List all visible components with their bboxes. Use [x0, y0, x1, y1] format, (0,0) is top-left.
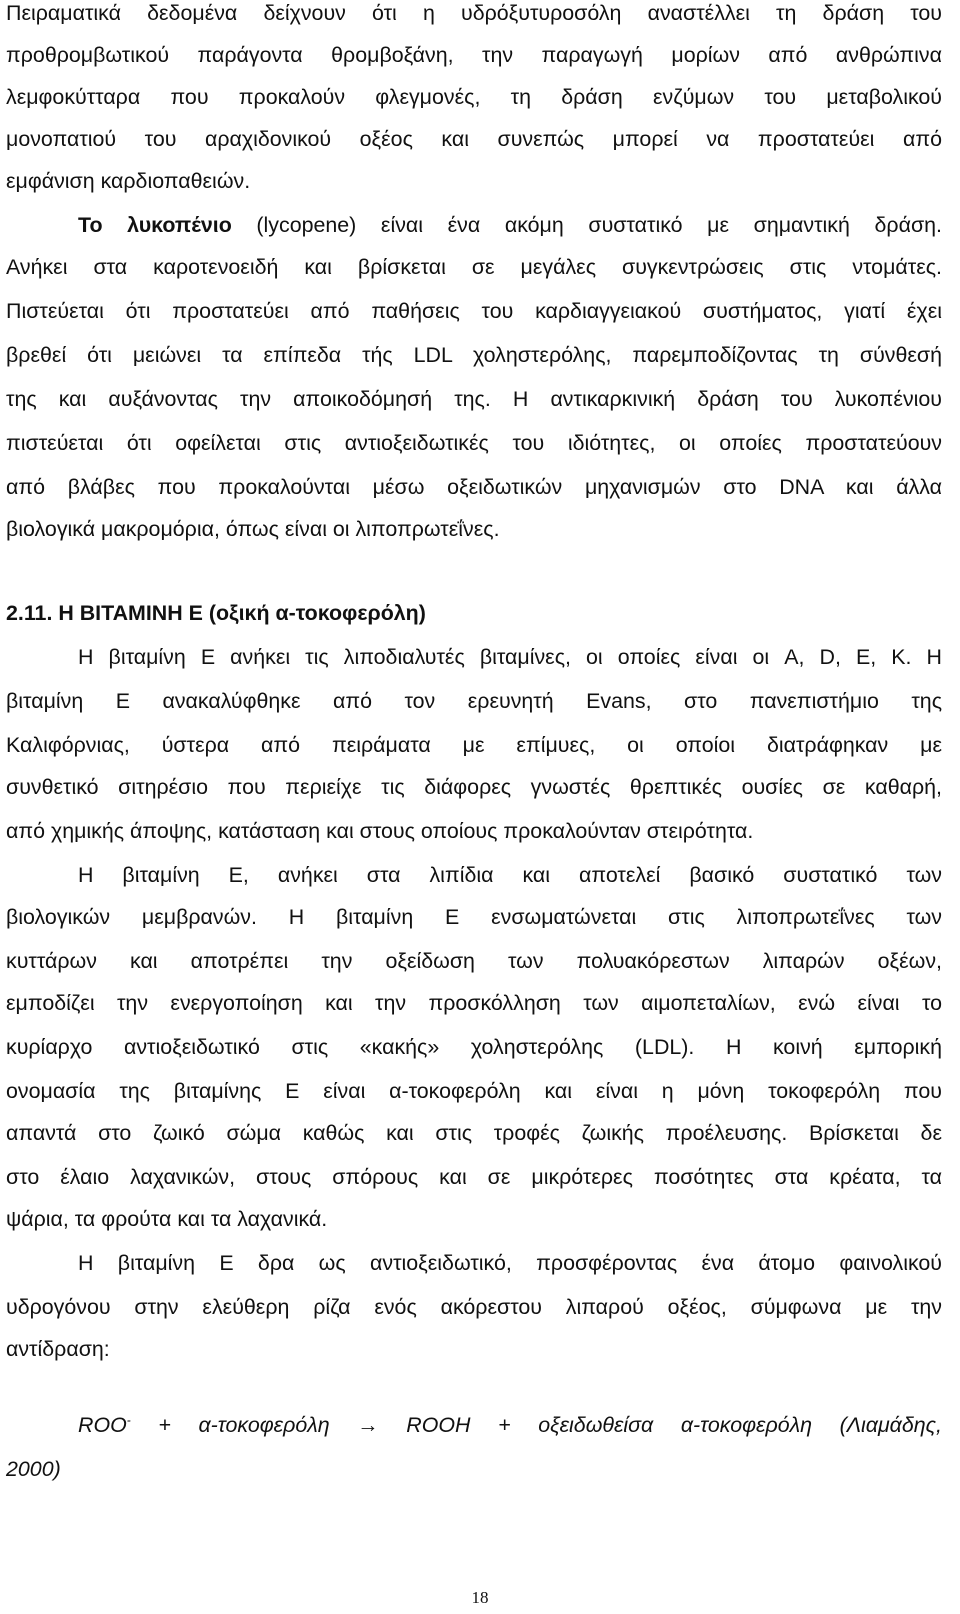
- section-heading: 2.11. Η ΒΙΤΑΜΙΝΗ Ε (οξική α-τοκοφερόλη): [6, 601, 426, 625]
- body-line: Ανήκει στα καροτενοειδή και βρίσκεται σε μεγάλες συγκεντρώσεις στις ντομάτες.: [6, 255, 942, 279]
- body-line: βιταμίνη Ε ανακαλύφθηκε από τον ερευνητή Evans, στο πανεπιστήμιο της: [6, 689, 942, 713]
- paragraph-first-line: [78, 212, 942, 238]
- term-lycopene: Το λυκοπένιο: [78, 213, 232, 237]
- reaction-equation: [78, 1412, 942, 1438]
- body-line: στο έλαιο λαχανικών, στους σπόρους και σε μικρότερες ποσότητες στα κρέατα, τα: [6, 1165, 942, 1189]
- body-line: αντίδραση:: [6, 1337, 110, 1361]
- body-line: κυττάρων και αποτρέπει την οξείδωση των πολυακόρεστων λιπαρών οξέων,: [6, 949, 942, 973]
- body-line: πιστεύεται ότι οφείλεται στις αντιοξειδωτικές του ιδιότητες, οι οποίες προστατεύουν: [6, 431, 942, 455]
- body-line: λεμφοκύτταρα που προκαλούν φλεγμονές, τη δράση ενζύμων του μεταβολικού: [6, 85, 942, 109]
- body-line: της και αυξάνοντας την αποικοδόμησή της. Η αντικαρκινική δράση του λυκοπένιου: [6, 387, 942, 411]
- charge-superscript: -: [126, 1412, 131, 1427]
- body-line: βρεθεί ότι μειώνει τα επίπεδα τής LDL χοληστερόλης, παρεμποδίζοντας τη σύνθεσή: [6, 343, 942, 367]
- body-line: Καλιφόρνιας, ύστερα από πειράματα με επίμυες, οι οποίοι διατράφηκαν με: [6, 733, 942, 757]
- body-line: βιολογικών μεμβρανών. Η βιταμίνη Ε ενσωματώνεται στις λιποπρωτεΐνες των: [6, 905, 942, 929]
- equation-text: + α-τοκοφερόλη → ROOH + οξειδωθείσα α-τοκοφερόλη (Λιαμάδης,: [130, 1413, 942, 1437]
- citation-year: 2000): [6, 1457, 61, 1481]
- reactant-roo: ROO: [78, 1413, 127, 1437]
- body-text: (lycopene) είναι ένα ακόμη συστατικό με σημαντική δράση.: [231, 213, 942, 237]
- body-line: βιολογικά μακρομόρια, όπως είναι οι λιποπρωτεΐνες.: [6, 517, 500, 541]
- body-line: απαντά στο ζωικό σώμα καθώς και στις τροφές ζωικής προέλευσης. Βρίσκεται δε: [6, 1121, 942, 1145]
- page-number: 18: [471, 1588, 489, 1607]
- body-line: ψάρια, τα φρούτα και τα λαχανικά.: [6, 1207, 328, 1231]
- body-line: ονομασία της βιταμίνης Ε είναι α-τοκοφερόλη και είναι η μόνη τοκοφερόλη που: [6, 1079, 942, 1103]
- body-line: από χημικής άποψης, κατάσταση και στους οποίους προκαλούνταν στειρότητα.: [6, 819, 754, 843]
- body-line: Πιστεύεται ότι προστατεύει από παθήσεις του καρδιαγγειακού συστήματος, γιατί έχει: [6, 299, 942, 323]
- body-line: εμφάνιση καρδιοπαθειών.: [6, 169, 251, 193]
- body-line: μονοπατιού του αραχιδονικού οξέος και συνεπώς μπορεί να προστατεύει από: [6, 127, 942, 151]
- body-line: Η βιταμίνη Ε, ανήκει στα λιπίδια και αποτελεί βασικό συστατικό των: [78, 863, 942, 887]
- body-line: από βλάβες που προκαλούνται μέσω οξειδωτικών μηχανισμών στο DNA και άλλα: [6, 475, 942, 499]
- body-line: υδρογόνου στην ελεύθερη ρίζα ενός ακόρεστου λιπαρού οξέος, σύμφωνα με την: [6, 1295, 942, 1319]
- body-line: Η βιταμίνη Ε ανήκει τις λιποδιαλυτές βιταμίνες, οι οποίες είναι οι A, D, E, K. Η: [78, 645, 942, 669]
- body-line: συνθετικό σιτηρέσιο που περιείχε τις διάφορες γνωστές θρεπτικές ουσίες σε καθαρή,: [6, 775, 942, 799]
- body-line: κυρίαρχο αντιοξειδωτικό στις «κακής» χοληστερόλης (LDL). Η κοινή εμπορική: [6, 1035, 942, 1059]
- body-line: Πειραματικά δεδομένα δείχνουν ότι η υδρόξυτυροσόλη αναστέλλει τη δράση του: [6, 1, 942, 25]
- body-line: εμποδίζει την ενεργοποίηση και την προσκόλληση των αιμοπεταλίων, ενώ είναι το: [6, 991, 942, 1015]
- body-line: προθρομβωτικού παράγοντα θρομβοξάνη, την παραγωγή μορίων από ανθρώπινα: [6, 43, 942, 67]
- body-line: Η βιταμίνη Ε δρα ως αντιοξειδωτικό, προσφέροντας ένα άτομο φαινολικού: [78, 1251, 942, 1275]
